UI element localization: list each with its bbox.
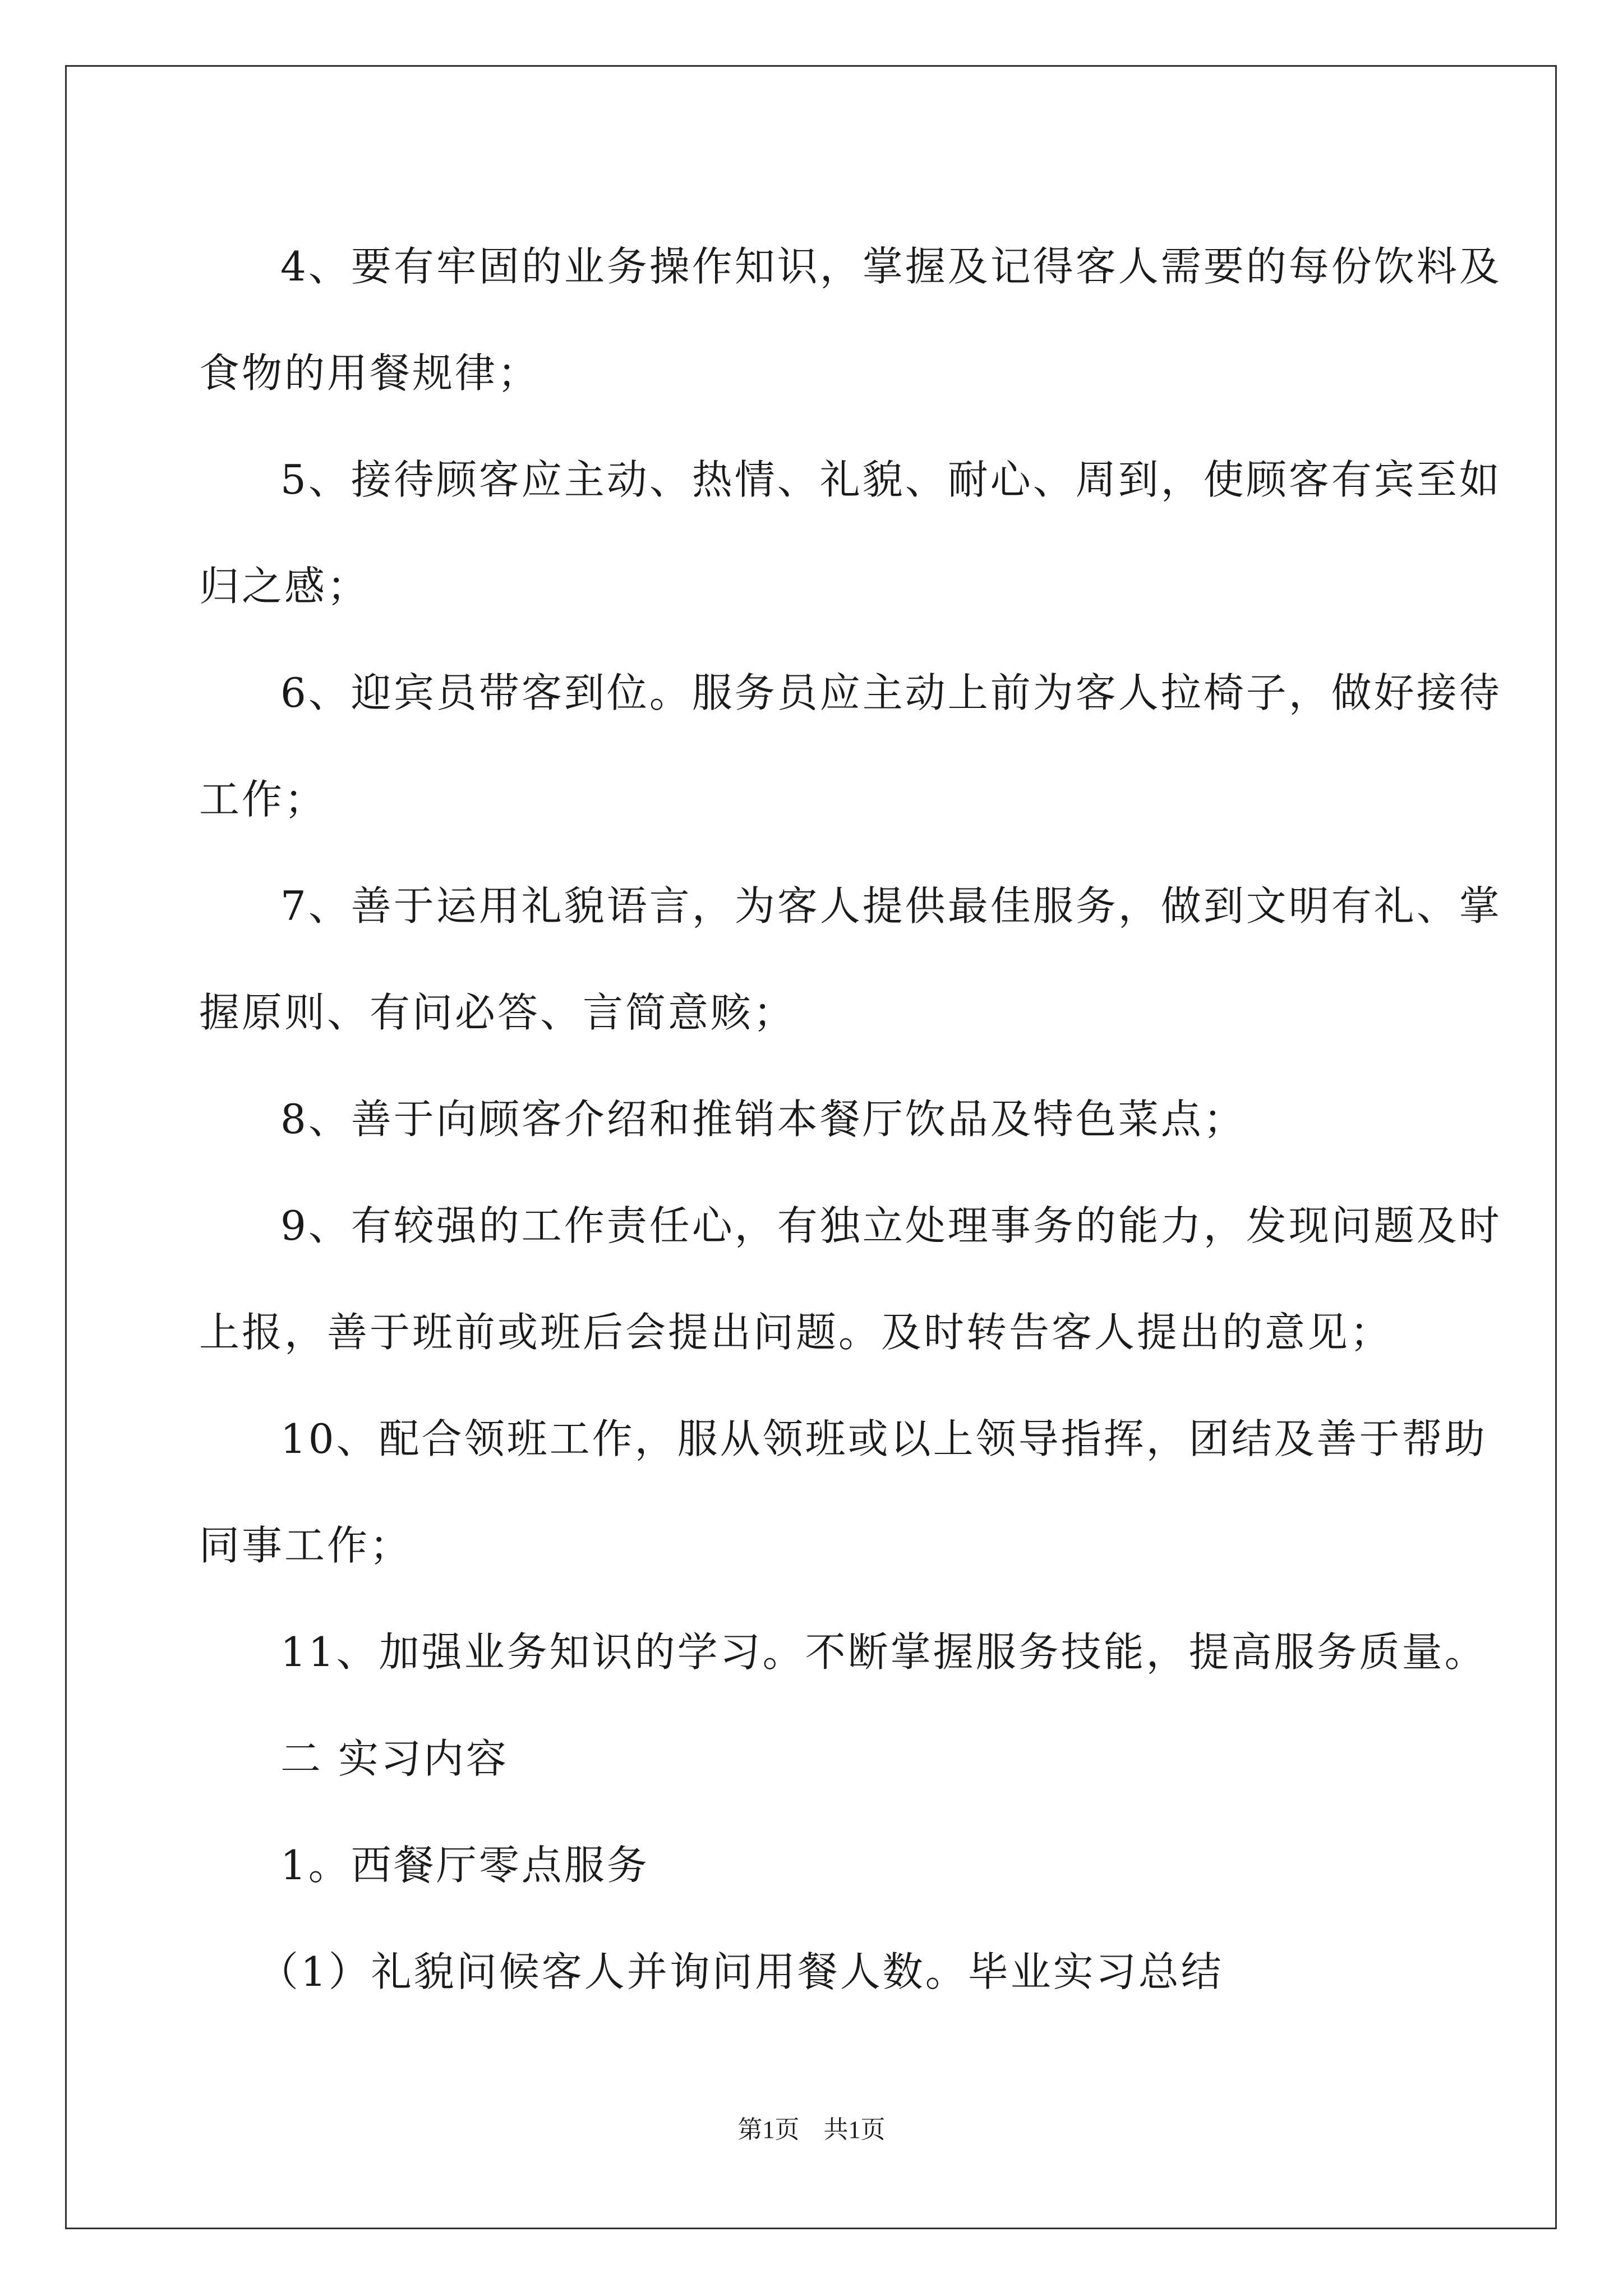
paragraph-9-line-2: 上报，善于班前或班后会提出问题。及时转告客人提出的意见； bbox=[199, 1309, 1393, 1356]
paragraph-7-line-2: 握原则、有问必答、言简意赅； bbox=[199, 989, 796, 1036]
page-footer bbox=[0, 2109, 1623, 2145]
paragraph-11-line-1: 11、加强业务知识的学习。不断掌握服务技能，提高服务质量。 bbox=[280, 1628, 1487, 1676]
paragraph-9-line-1: 9、有较强的工作责任心，有独立处理事务的能力，发现问题及时 bbox=[280, 1202, 1502, 1249]
page-number: 第1页 bbox=[737, 2116, 800, 2143]
paragraph-10-line-1: 10、配合领班工作，服从领班或以上领导指挥，团结及善于帮助 bbox=[280, 1415, 1487, 1462]
paragraph-7-line-1: 7、善于运用礼貌语言，为客人提供最佳服务，做到文明有礼、掌 bbox=[280, 882, 1502, 930]
page-total: 共1页 bbox=[823, 2116, 886, 2143]
paragraph-8-line-1: 8、善于向顾客介绍和推销本餐厅饮品及特色菜点； bbox=[280, 1096, 1246, 1143]
paragraph-6-line-2: 工作； bbox=[199, 776, 328, 823]
document-body bbox=[199, 213, 1502, 2025]
paragraph-5-line-2: 归之感； bbox=[199, 563, 370, 610]
paragraph-5-line-1: 5、接待顾客应主动、热情、礼貌、耐心、周到，使顾客有宾至如 bbox=[280, 456, 1502, 503]
section-heading: 二 实习内容 bbox=[280, 1735, 509, 1782]
paragraph-4-line-1: 4、要有牢固的业务操作知识，掌握及记得客人需要的每份饮料及 bbox=[280, 243, 1502, 290]
paragraph-4-line-2: 食物的用餐规律； bbox=[199, 349, 541, 397]
list-item-1: （1）礼貌问候客人并询问用餐人数。毕业实习总结 bbox=[258, 1948, 1224, 1995]
paragraph-6-line-1: 6、迎宾员带客到位。服务员应主动上前为客人拉椅子，做好接待 bbox=[280, 669, 1502, 716]
subheading: 1。西餐厅零点服务 bbox=[280, 1842, 649, 1889]
paragraph-10-line-2: 同事工作； bbox=[199, 1522, 413, 1569]
